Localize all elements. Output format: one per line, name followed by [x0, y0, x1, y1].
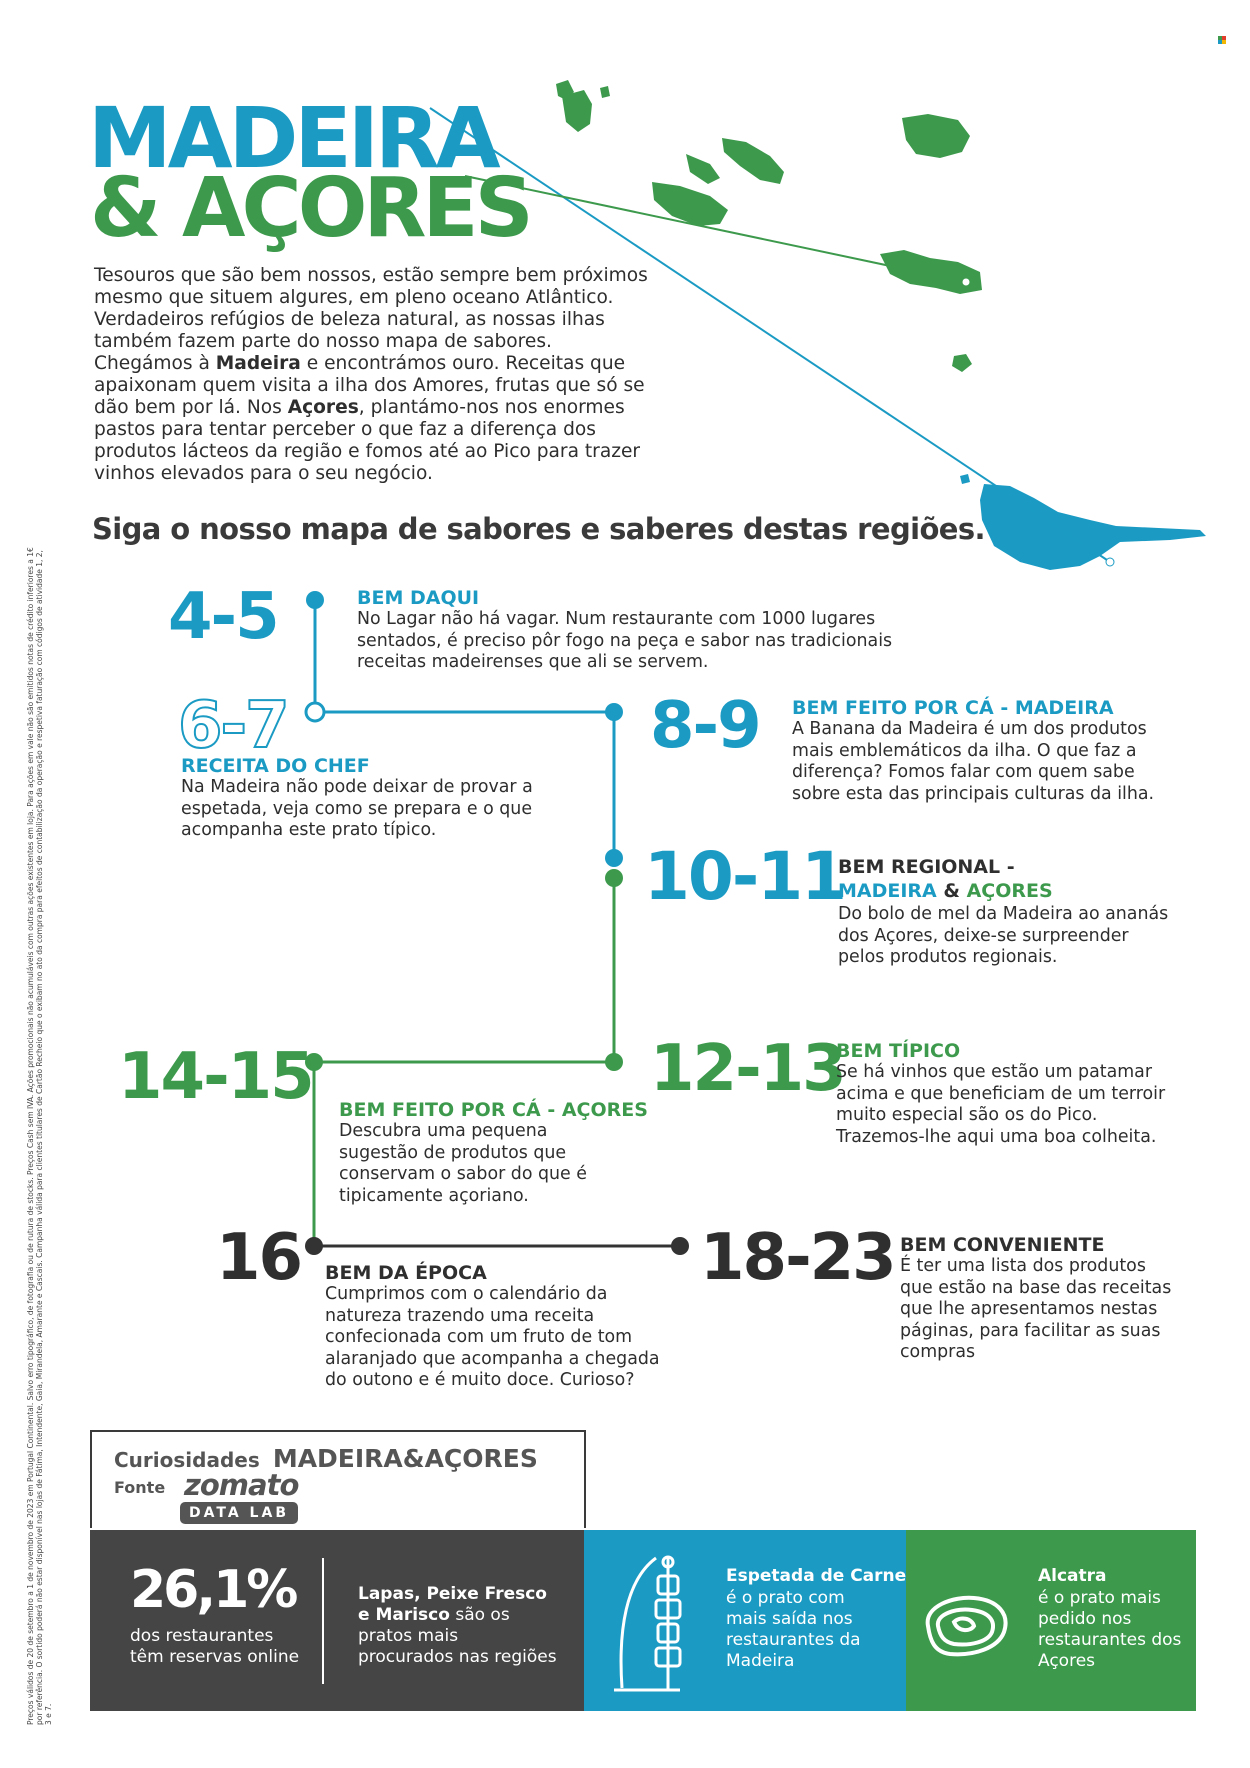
intro-madeira: Madeira: [215, 353, 301, 374]
heading-regional-acores: AÇORES: [966, 880, 1053, 902]
page-title-line1: MADEIRA: [88, 89, 497, 187]
heading-regional-madeira: MADEIRA: [838, 880, 937, 902]
text-bem-feito-madeira: A Banana da Madeira é um dos produtos mais emblemáticos da ilha. O que faz a diferença? Fomos falar com quem sabe sobre esta das principais culturas da ilha.: [792, 719, 1155, 804]
pages-8-9: 8-9: [650, 689, 760, 763]
text-bem-tipico: Se há vinhos que estão um patamar acima e que beneficiam de um terroir muito especial são os do Pico. Trazemos-lhe aqui uma boa colheita.: [836, 1062, 1166, 1147]
text-receita-do-chef: Na Madeira não pode deixar de provar a espetada, veja como se prepara e o que acompanha este prato típico.: [181, 777, 533, 840]
page-title-line2: & AÇORES: [90, 161, 530, 256]
pages-18-23: 18-23: [700, 1221, 895, 1295]
steak-icon: [914, 1586, 1014, 1666]
stat-text: dos restaurantes têm reservas online: [130, 1626, 300, 1667]
curiosities-header: [90, 1430, 586, 1528]
dishes-text: [358, 1584, 558, 1668]
text-bem-daqui: No Lagar não há vagar. Num restaurante com 1000 lugares sentados, é preciso pôr fogo na peça e sabor nas tradicionais receitas madeirenses que ali se servem.: [357, 609, 893, 672]
skewer-icon: [608, 1550, 698, 1700]
section-subtitle: Siga o nosso mapa de sabores e saberes destas regiões.: [92, 512, 985, 546]
pages-12-13: 12-13: [650, 1032, 845, 1106]
pages-10-11: [644, 838, 846, 915]
legal-disclaimer: [26, 545, 53, 1725]
text-bem-feito-acores: Descubra uma pequena sugestão de produtos que conservam o sabor do que é tipicamente açoriano.: [339, 1121, 587, 1206]
pages-16: 16: [216, 1221, 302, 1295]
text-bem-regional: Do bolo de mel da Madeira ao ananás dos Açores, deixe-se surpreender pelos produtos regionais.: [838, 904, 1169, 967]
pages-14-15: 14-15: [118, 1040, 313, 1114]
espetada-title: Espetada de Carne: [726, 1566, 907, 1586]
heading-bem-daqui: BEM DAQUI: [357, 587, 480, 609]
source-label: Fonte: [114, 1478, 166, 1497]
heading-bem-feito-madeira: BEM FEITO POR CÁ - MADEIRA: [792, 697, 1114, 719]
alcatra-text: é o prato mais pedido nos restaurantes dos Açores: [1038, 1588, 1182, 1671]
curiosities-title-row: [114, 1444, 538, 1473]
dishes-bold: Lapas, Peixe Fresco e Marisco: [358, 1584, 547, 1625]
datalab-badge: DATA LAB: [180, 1502, 298, 1524]
heading-bem-tipico: BEM TÍPICO: [836, 1040, 961, 1062]
espetada-text: é o prato com mais saída nos restaurantes da Madeira: [726, 1588, 861, 1671]
panel-divider: [322, 1558, 324, 1684]
heading-bem-da-epoca: BEM DA ÉPOCA: [325, 1262, 487, 1284]
stat-panel: [90, 1530, 584, 1711]
madeira-island: [960, 474, 1206, 570]
pages-4-5: 4-5: [168, 580, 278, 654]
heading-bem-regional: BEM REGIONAL -: [838, 856, 1015, 878]
intro-paragraph: [94, 265, 654, 485]
legal-text: Preços válidos de 20 de setembro a 1 de novembro de 2023 em Portugal Continental. Salvo erro tipográfico, de fotografia ou de rutura de stocks. Preços Cash sem IVA. Ações promocionais não acumuláveis com outras ações existentes em loja. Para ações em vale não são emitidos notas de crédito inferiores a 1€ por referência. O sortido poderá não estar disponível nas lojas de Fátima, Intendente, Gaia, Mirandela, Amarante e Cascais. Campanha válida para clientes titulares de Cartão Recheio que o exibam no ato da compra para efeitos de contabilização da operação e respetiva faturação com códigos de atividade 1, 2, 3 e 7.: [26, 547, 53, 1725]
intro-text-1: Tesouros que são bem nossos, estão sempre bem próximos mesmo que situem algures, em pleno oceano Atlântico. Verdadeiros refúgios de beleza natural, as nossas ilhas também fazem parte do nosso mapa de sabores. Chegámos à: [94, 265, 648, 374]
espetada-panel: [584, 1530, 906, 1711]
heading-receita-do-chef: RECEITA DO CHEF: [181, 755, 370, 777]
curiosities-label: Curiosidades: [114, 1448, 260, 1472]
corner-mark-icon: [1218, 36, 1226, 44]
heading-regional-amp: &: [936, 880, 967, 902]
zomato-logo: zomato: [184, 1468, 299, 1502]
intro-text-3: , plantámo-nos nos enormes pastos para tentar perceber o que faz a diferença dos produtos lácteos da região e fomos até ao Pico para trazer vinhos elevados para o seu negócio.: [94, 397, 641, 484]
text-bem-da-epoca: Cumprimos com o calendário da natureza trazendo uma receita confecionada com um fruto de tom alaranjado que acompanha a chegada do outono e é muito doce. Curioso?: [325, 1284, 660, 1390]
alcatra-title: Alcatra: [1038, 1566, 1107, 1586]
pages-10-11-value: 10-11: [644, 838, 846, 915]
intro-text-2: e encontrámos ouro. Receitas que apaixonam quem visita a ilha dos Amores, frutas que só se dão bem por lá. Nos: [94, 353, 645, 418]
heading-bem-regional-2: [838, 880, 1053, 902]
text-bem-conveniente: É ter uma lista dos produtos que estão na base das receitas que lhe apresentamos nestas páginas, para facilitar as suas compras: [900, 1256, 1172, 1362]
dishes-rest: são os pratos mais procurados nas regiões: [358, 1605, 557, 1667]
heading-bem-conveniente: BEM CONVENIENTE: [900, 1234, 1105, 1256]
pages-6-7: 6-7: [178, 689, 288, 763]
curiosities-title: MADEIRA&AÇORES: [272, 1444, 538, 1473]
stat-value: 26,1%: [130, 1560, 296, 1620]
alcatra-panel: [906, 1530, 1196, 1711]
heading-bem-feito-acores: BEM FEITO POR CÁ - AÇORES: [339, 1099, 648, 1121]
intro-acores: Açores: [287, 397, 359, 418]
